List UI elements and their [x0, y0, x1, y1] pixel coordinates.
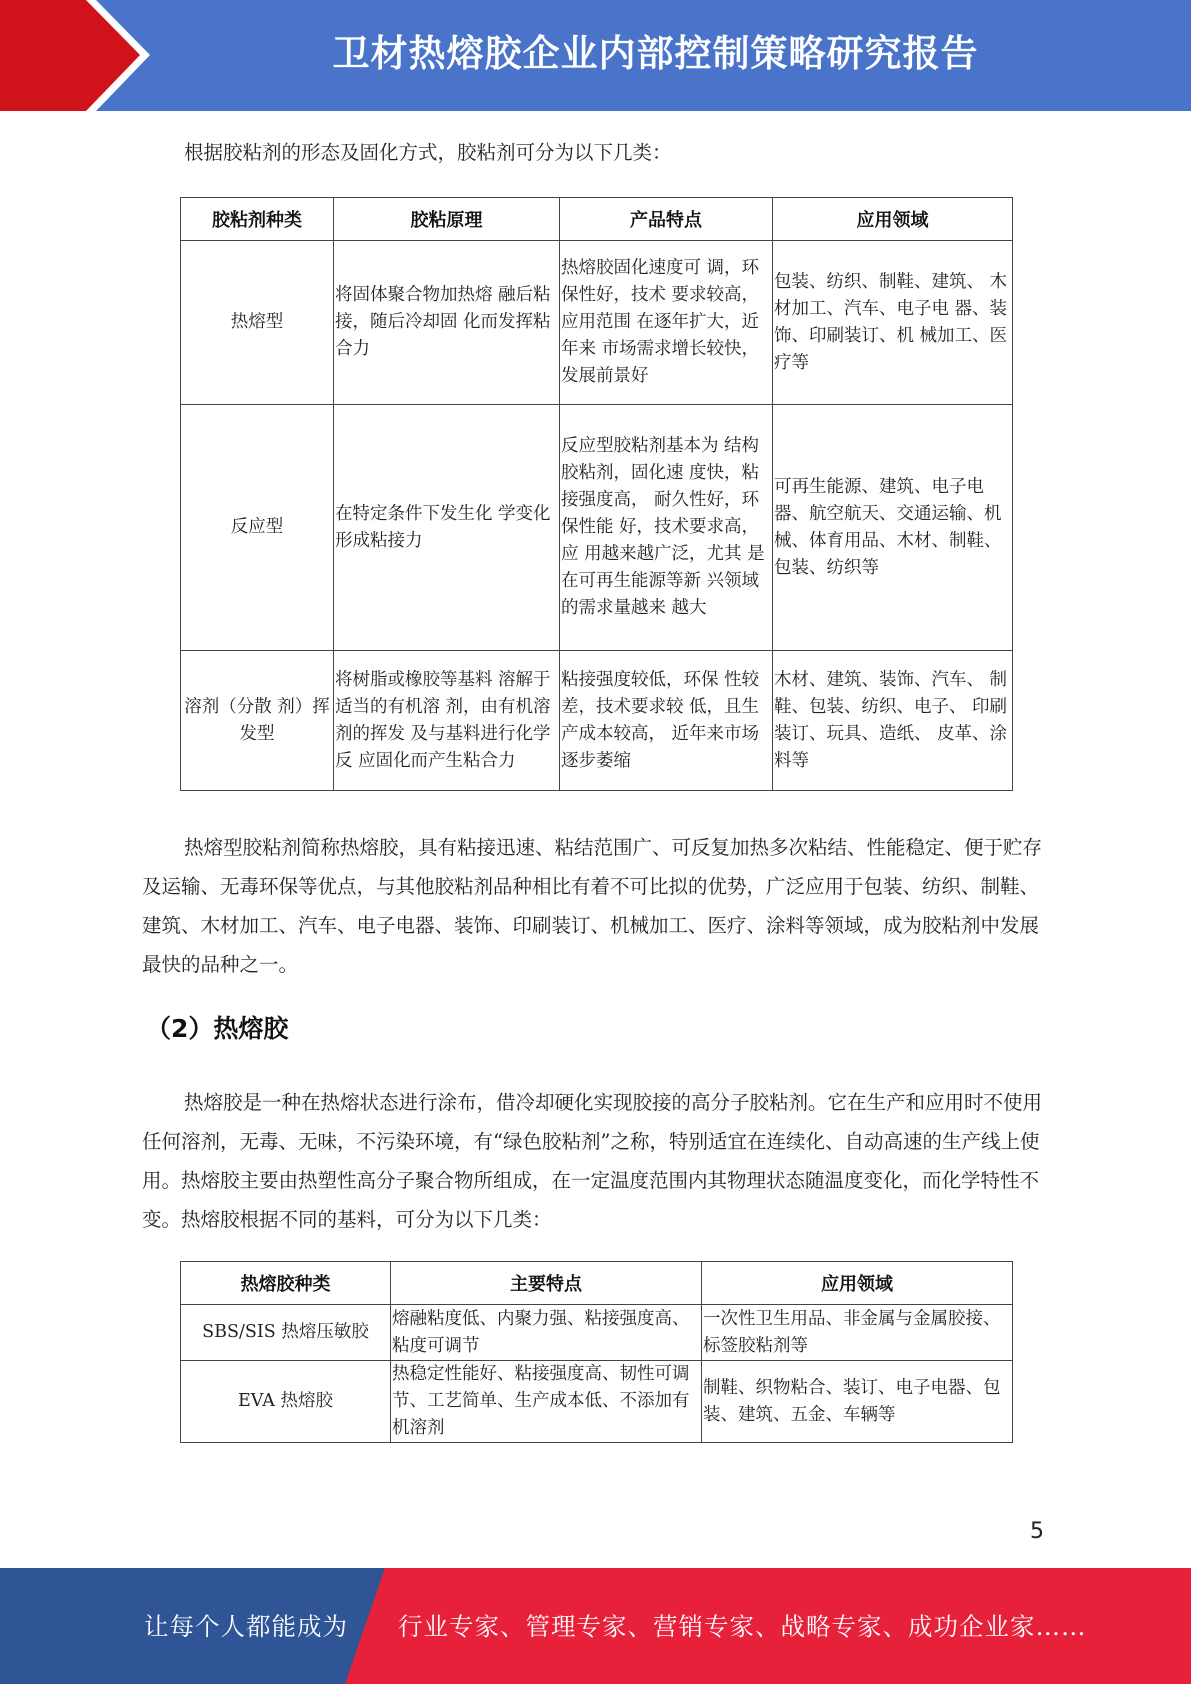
footer-slogan-left: 让每个人都能成为	[144, 1612, 348, 1641]
table-row	[181, 405, 1013, 651]
column-header: 产品特点	[560, 198, 773, 241]
document-title: 卫材热熔胶企业内部控制策略研究报告	[332, 32, 979, 75]
table-cell: 制鞋、织物粘合、装订、电子电器、包装、建筑、五金、车辆等	[702, 1361, 1013, 1443]
table-cell: 包装、纺织、制鞋、建筑、 木材加工、汽车、电子电 器、装饰、印刷装订、机 械加工、医疗等	[773, 241, 1013, 405]
column-header: 热熔胶种类	[181, 1262, 391, 1305]
intro-text: 根据胶粘剂的形态及固化方式，胶粘剂可分为以下几类：	[184, 141, 672, 164]
table-cell: 粘接强度较低，环保 性较差，技术要求较 低，且生产成本较高， 近年来市场逐步萎缩	[560, 651, 773, 791]
table-cell: 木材、建筑、装饰、汽车、 制鞋、包装、纺织、电子、 印刷装订、玩具、造纸、 皮革、涂料等	[773, 651, 1013, 791]
header-banner	[0, 0, 1191, 111]
table-cell: 溶剂（分散 剂）挥发型	[181, 651, 334, 791]
column-header: 主要特点	[391, 1262, 702, 1305]
table-cell: 熔融粘度低、内聚力强、粘接强度高、粘度可调节	[391, 1305, 702, 1361]
table-row	[181, 241, 1013, 405]
table-cell: SBS/SIS 热熔压敏胶	[181, 1305, 391, 1361]
table-cell: 反应型胶粘剂基本为 结构胶粘剂，固化速 度快，粘接强度高， 耐久性好，环保性能 好，技术要求高，应 用越来越广泛，尤其 是在可再生能源等新 兴领域的需求量越来 越大	[560, 405, 773, 651]
table-cell: 热熔胶固化速度可 调，环保性好，技术 要求较高，应用范围 在逐年扩大，近年来 市场需求增长较快， 发展前景好	[560, 241, 773, 405]
table-header-row	[181, 1262, 1013, 1305]
column-header: 胶粘原理	[334, 198, 560, 241]
footer-banner	[0, 1568, 1191, 1684]
table-row	[181, 651, 1013, 791]
table-row	[181, 1305, 1013, 1361]
column-header: 应用领域	[773, 198, 1013, 241]
table-cell: 一次性卫生用品、非金属与金属胶接、标签胶粘剂等	[702, 1305, 1013, 1361]
table-cell: EVA 热熔胶	[181, 1361, 391, 1443]
table-cell: 热稳定性能好、粘接强度高、韧性可调节、工艺简单、生产成本低、不添加有机溶剂	[391, 1361, 702, 1443]
table-cell: 热熔型	[181, 241, 334, 405]
column-header: 应用领域	[702, 1262, 1013, 1305]
table-cell: 反应型	[181, 405, 334, 651]
table-header-row	[181, 198, 1013, 241]
section-heading: （2）热熔胶	[146, 1014, 289, 1043]
page-number: 5	[1030, 1519, 1044, 1544]
column-header: 胶粘剂种类	[181, 198, 334, 241]
hot-melt-types-table	[180, 1261, 1013, 1443]
footer-slogan-right: 行业专家、管理专家、营销专家、战略专家、成功企业家……	[398, 1612, 1087, 1641]
table-cell: 可再生能源、建筑、电子电器、航空航天、交通运输、机械、体育用品、木材、制鞋、包装、纺织等	[773, 405, 1013, 651]
table-cell: 在特定条件下发生化 学变化形成粘接力	[334, 405, 560, 651]
body-paragraph: 热熔型胶粘剂简称热熔胶，具有粘接迅速、粘结范围广、可反复加热多次粘结、性能稳定、便于贮存及运输、无毒环保等优点，与其他胶粘剂品种相比有着不可比拟的优势，广泛应用于包装、纺织、制鞋、建筑、木材加工、汽车、电子电器、装饰、印刷装订、机械加工、医疗、涂料等领域，成为胶粘剂中发展最快的品种之一。	[142, 836, 1043, 976]
body-paragraph: 热熔胶是一种在热熔状态进行涂布，借冷却硬化实现胶接的高分子胶粘剂。它在生产和应用时不使用任何溶剂，无毒、无味，不污染环境，有“绿色胶粘剂”之称，特别适宜在连续化、自动高速的生产线上使用。热熔胶主要由热塑性高分子聚合物所组成，在一定温度范围内其物理状态随温度变化，而化学特性不变。热熔胶根据不同的基料，可分为以下几类：	[142, 1091, 1043, 1231]
table-cell: 将树脂或橡胶等基料 溶解于适当的有机溶 剂，由有机溶剂的挥发 及与基料进行化学反 应固化而产生粘合力	[334, 651, 560, 791]
adhesive-types-table	[180, 197, 1013, 791]
table-row	[181, 1361, 1013, 1443]
table-cell: 将固体聚合物加热熔 融后粘接，随后冷却固 化而发挥粘合力	[334, 241, 560, 405]
